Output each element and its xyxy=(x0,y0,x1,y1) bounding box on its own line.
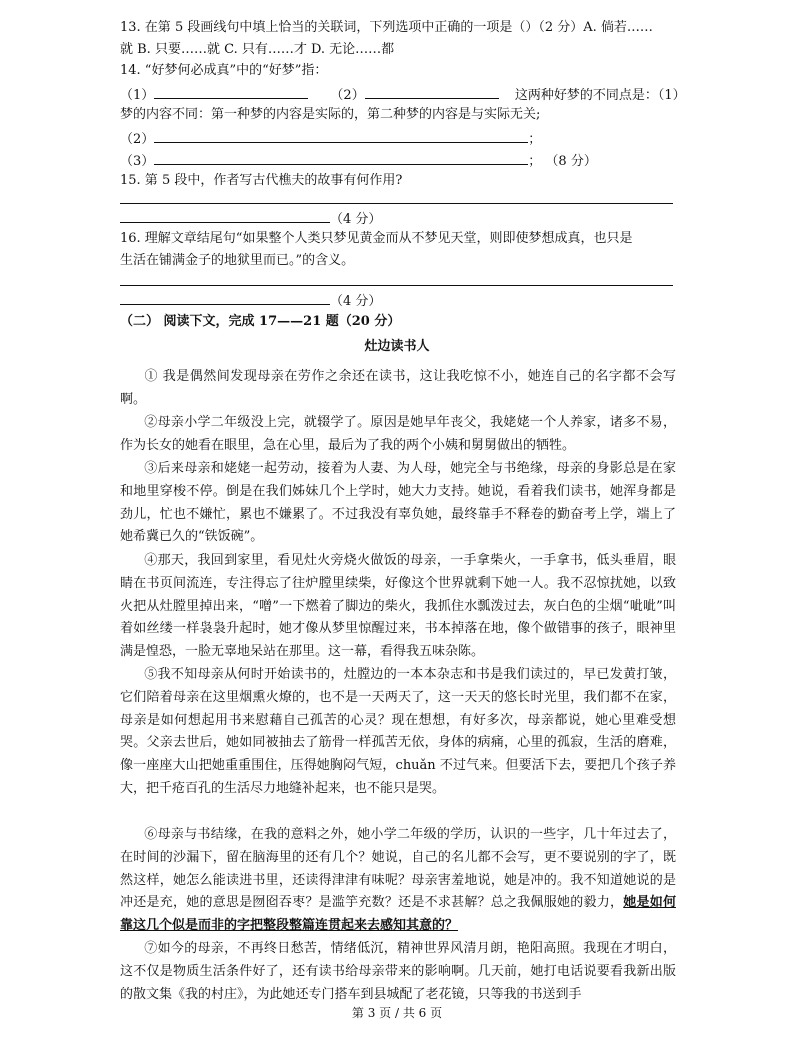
q14-answer-blank-3[interactable] xyxy=(154,128,528,143)
q15-answer-rule-1[interactable] xyxy=(120,203,673,204)
q14-p2-label: （2） xyxy=(330,88,365,103)
q14-line5-label: （3） xyxy=(120,154,155,169)
page-footer: 第 3 页 / 共 6 页 xyxy=(351,1006,443,1020)
q14-answer-blank-1[interactable] xyxy=(154,84,308,99)
q16-line1: 16. 理解文章结尾句“如果整个人类只梦见黄金而从不梦见天堂，则即使梦想成真，也只是 xyxy=(120,231,633,246)
paragraph-6-underlined-sentence: 她是如何靠这几个似是而非的字把整段整篇连贯起来去感知其意的？ xyxy=(120,895,676,934)
q14-line5-end: ； （8 分） xyxy=(528,154,597,169)
section2-heading: （二） 阅读下文，完成 17——21 题（20 分） xyxy=(120,314,401,329)
q16-score: （4 分） xyxy=(330,294,382,309)
q14-diff-text: 这两种好梦的不同点是：（1） xyxy=(514,88,686,103)
q14-line3: 梦的内容不同：第一种梦的内容是实际的，第二种梦的内容是与实际无关; xyxy=(120,107,541,122)
q14-line4 xyxy=(120,128,541,149)
q14-title: 14. “好梦何必成真”中的“好梦”指： xyxy=(120,63,328,78)
paragraph-4-text: ④那天，我回到家里，看见灶火旁烧火做饭的母亲，一手拿柴火，一手拿书，低头垂眉，眼睛在书页间流连，专注得忘了往炉膛里续柴，好像这个世界就剩下她一人。我不忍惊扰她，以致火把从灶膛里掉出来，“噌”一下燃着了脚边的柴火，我抓住水瓢泼过去，灰白色的尘烟“呲呲”叫着如丝缕一样袅袅升起时，她才像从梦里惊醒过来，书本掉落在地，像个做错事的孩子，眼神里满是惶恐，一脸无辜地呆站在那里。这一幕，看得我五味杂陈。 xyxy=(120,553,676,660)
article-title: 灶边读书人 xyxy=(364,339,430,354)
article-paragraph-4 xyxy=(120,550,676,664)
paragraph-7-text: ⑦如今的母亲，不再终日愁苦，情绪低沉，精神世界风清月朗，艳阳高照。我现在才明白，这不仅是物质生活条件好了，还有读书给母亲带来的影响啊。几天前，她打电话说要看我新出版的散文集《我的村庄》，为此她还专门搭车到县城配了老花镜，只等我的书送到手 xyxy=(120,941,676,1002)
article-paragraph-3 xyxy=(120,458,676,549)
paragraph-6-text: ⑥母亲与书结缘，在我的意料之外，她小学二年级的学历，认识的一些字，几十年过去了，在时间的沙漏下，留在脑海里的还有几个？她说，自己的名儿都不会写，更不要说别的字了，既然这样，她怎么能读进书里，还读得津津有味呢？母亲害羞地说，她是冲的。我不知道她说的是冲还是充，她的意思是囫囵吞枣？是滥竽充数？还是不求甚解？总之我佩服她的毅力， xyxy=(120,827,676,911)
q14-line4-label: （2） xyxy=(120,132,155,147)
paragraph-5-text: ⑤我不知母亲从何时开始读书的，灶膛边的一本本杂志和书是我们读过的，早已发黄打皱，它们陪着母亲在这里烟熏火燎的，也不是一天两天了，这一天天的悠长时光里，我们都不在家，母亲是如何想起用书来慰藉自己孤苦的心灵？现在想想，有好多次，母亲都说，她心里难受想哭。父亲去世后，她如同被抽去了筋骨一样孤苦无依，身体的病痛，心里的孤寂，生活的磨难，像一座座大山把她重重围住，压得她胸闷气短，chuǎn 不过气来。但要活下去，要把几个孩子养大，把千疮百孔的生活尽力地缝补起来，也不能只是哭。 xyxy=(120,667,676,796)
paragraph-3-text: ③后来母亲和姥姥一起劳动，接着为人妻、为人母，她完全与书绝缘，母亲的身影总是在家和地里穿梭不停。倒是在我们姊妹几个上学时，她大力支持。她说，看着我们读书，她浑身都是劲儿，忙也不嫌忙，累也不嫌累了。不过我没有辜负她，最终靠手不释卷的勤奋考上学，端上了她希冀已久的“铁饭碗”。 xyxy=(120,461,676,545)
q16-answer-blank[interactable] xyxy=(120,290,330,305)
q14-line2 xyxy=(120,84,686,105)
paragraph-1-text: ① 我是偶然间发现母亲在劳作之余还在读书，这让我吃惊不小，她连自己的名字都不会写啊。 xyxy=(120,369,676,407)
q15-answer-blank[interactable] xyxy=(120,208,330,223)
article-paragraph-1 xyxy=(120,366,676,412)
article-paragraph-5 xyxy=(120,664,676,801)
q15-line2 xyxy=(120,208,381,229)
q13-line2: 就 B. 只要……就 C. 只有……才 D. 无论……都 xyxy=(120,42,395,57)
article-paragraph-2 xyxy=(120,412,676,458)
q14-answer-blank-4[interactable] xyxy=(154,150,528,165)
q14-p1-label: （1） xyxy=(120,88,155,103)
q14-line4-end: ； xyxy=(528,132,542,147)
q15-title: 15. 第 5 段中，作者写古代樵夫的故事有何作用? xyxy=(120,173,403,188)
q13-line1: 13. 在第 5 段画线句中填上恰当的关联词，下列选项中正确的一项是（）（2 分）A. 倘若…… xyxy=(120,20,653,35)
article-paragraph-7 xyxy=(120,938,676,1006)
q14-answer-blank-2[interactable] xyxy=(365,84,499,99)
paragraph-2-text: ②母亲小学二年级没上完，就辍学了。原因是她早年丧父，我姥姥一个人养家，诸多不易，作为长女的她看在眼里，急在心里，最后为了我的两个小姨和舅舅做出的牺牲。 xyxy=(120,415,676,453)
article-paragraph-6 xyxy=(120,824,676,938)
q14-line5 xyxy=(120,150,597,171)
q15-score: （4 分） xyxy=(330,212,382,227)
q16-answer-rule-1[interactable] xyxy=(120,285,673,286)
q16-line2: 生活在铺满金子的地狱里而已。”的含义。 xyxy=(120,253,355,268)
q16-line3 xyxy=(120,290,381,311)
